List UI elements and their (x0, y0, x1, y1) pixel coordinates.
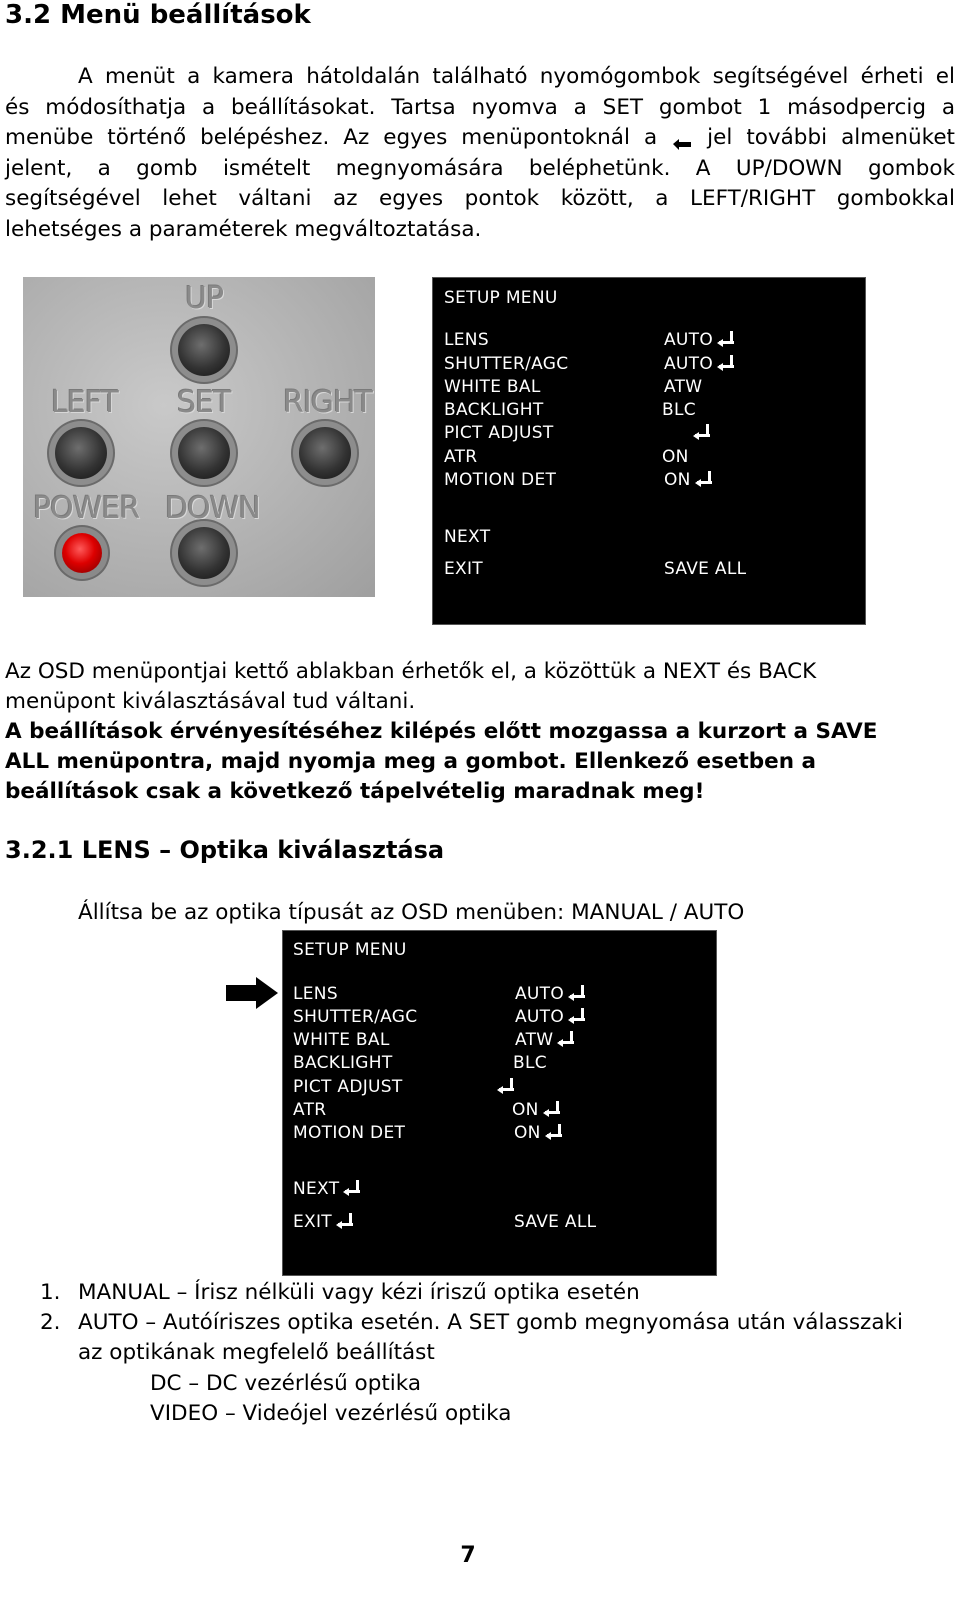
enter-icon (545, 1101, 561, 1115)
osd2-value-pictadjust (499, 1077, 515, 1097)
osd1-label-shutter: SHUTTER/AGC (444, 354, 569, 374)
osd1-value-pictadjust (689, 423, 711, 443)
enter-icon (719, 331, 735, 345)
intro-line-3a: menübe történő belépéshez. Az egyes menüpontoknál a (5, 125, 658, 150)
pointer-arrow-icon (224, 976, 280, 1010)
enter-icon (570, 1008, 586, 1022)
intro-line-3b: jel további almenüket (707, 125, 955, 150)
osd1-exit: EXIT (444, 559, 483, 579)
osd2-label-backlight: BACKLIGHT (293, 1053, 393, 1073)
intro-paragraph (5, 62, 955, 245)
osd1-value-backlight: BLC (662, 400, 696, 420)
right-button (299, 427, 351, 479)
lens-subheading: 3.2.1 LENS – Optika kiválasztása (5, 836, 445, 864)
down-button (178, 527, 230, 579)
osd-note-line-2: menüpont kiválasztásával tud váltani. (5, 689, 416, 714)
osd2-label-shutter: SHUTTER/AGC (293, 1007, 418, 1027)
up-button (178, 324, 230, 376)
osd2-value-whitebal: ATW (515, 1030, 575, 1050)
warning-line-3: beállítások csak a következő tápelvételig maradnak meg! (5, 779, 705, 804)
enter-icon (559, 1031, 575, 1045)
down-label: DOWN (165, 491, 260, 526)
list-number: 2. (40, 1310, 61, 1335)
osd2-label-whitebal: WHITE BAL (293, 1030, 390, 1050)
page-number: 7 (460, 1543, 476, 1568)
list-item-text-cont: az optikának megfelelő beállítást (78, 1340, 435, 1365)
osd-screen-1 (432, 277, 866, 625)
osd1-next: NEXT (444, 527, 491, 547)
intro-line-6: lehetséges a paraméterek megváltoztatása. (5, 216, 482, 242)
osd2-save-all: SAVE ALL (514, 1212, 597, 1232)
list-number: 1. (40, 1280, 61, 1305)
power-label: POWER (33, 491, 140, 526)
intro-line-4: jelent, a gomb ismételt megnyomására beléphetünk. A UP/DOWN gombok (5, 155, 955, 181)
intro-line-3 (5, 123, 955, 154)
osd2-exit: EXIT (293, 1212, 354, 1232)
enter-icon (547, 1124, 563, 1138)
osd-screen-2 (282, 930, 717, 1276)
right-label: RIGHT (283, 385, 372, 420)
sub-option-dc: DC – DC vezérlésű optika (150, 1371, 422, 1396)
osd2-value-backlight: BLC (513, 1053, 547, 1073)
osd1-label-lens: LENS (444, 330, 489, 350)
lens-intro: Állítsa be az optika típusát az OSD menüben: MANUAL / AUTO (78, 900, 745, 925)
left-label: LEFT (51, 385, 118, 420)
set-label: SET (177, 385, 231, 420)
enter-icon (338, 1213, 354, 1227)
osd1-label-whitebal: WHITE BAL (444, 377, 541, 397)
osd2-label-pictadjust: PICT ADJUST (293, 1077, 403, 1097)
section-heading: 3.2 Menü beállítások (5, 0, 311, 30)
osd1-label-motiondet: MOTION DET (444, 470, 557, 490)
osd-note-line-1: Az OSD menüpontjai kettő ablakban érhetők el, a közöttük a NEXT és BACK (5, 659, 817, 684)
osd1-label-atr: ATR (444, 447, 478, 467)
enter-icon (697, 471, 713, 485)
warning-line-2: ALL menüpontra, majd nyomja meg a gombot. Ellenkező esetben a (5, 749, 817, 774)
enter-icon (695, 424, 711, 438)
osd2-value-atr: ON (512, 1100, 561, 1120)
osd2-value-lens: AUTO (515, 984, 586, 1004)
list-item-text: MANUAL – Írisz nélküli vagy kézi íriszű optika esetén (78, 1280, 640, 1305)
list-item (40, 1308, 940, 1368)
button-panel-photo (23, 277, 375, 597)
enter-icon (719, 355, 735, 369)
osd1-value-shutter: AUTO (664, 354, 735, 374)
osd2-label-motiondet: MOTION DET (293, 1123, 406, 1143)
osd2-value-motiondet: ON (514, 1123, 563, 1143)
osd1-value-lens: AUTO (664, 330, 735, 350)
osd2-title: SETUP MENU (293, 940, 407, 960)
osd2-next: NEXT (293, 1179, 361, 1199)
osd1-value-whitebal: ATW (664, 377, 703, 397)
left-button (55, 427, 107, 479)
sub-option-video: VIDEO – Videójel vezérlésű optika (150, 1401, 512, 1426)
warning-line-1: A beállítások érvényesítéséhez kilépés előtt mozgassa a kurzort a SAVE (5, 719, 878, 744)
enter-icon (570, 985, 586, 999)
intro-line-2: és módosíthatja a beállításokat. Tartsa nyomva a SET gombot 1 másodpercig a (5, 94, 955, 120)
set-button (178, 427, 230, 479)
osd2-label-lens: LENS (293, 984, 338, 1004)
enter-icon (345, 1180, 361, 1194)
osd1-label-backlight: BACKLIGHT (444, 400, 544, 420)
list-item-text: AUTO – Autóíriszes optika esetén. A SET gomb megnyomása után válasszaki (78, 1310, 903, 1335)
intro-line-1: A menüt a kamera hátoldalán található nyomógombok segítségével érheti el (78, 64, 955, 89)
lens-options-list (40, 1278, 940, 1368)
osd1-title: SETUP MENU (444, 288, 558, 308)
osd-note-paragraph (5, 657, 955, 807)
osd1-value-motiondet: ON (664, 470, 713, 490)
intro-line-5: segítségével lehet váltani az egyes pontok között, a LEFT/RIGHT gombokkal (5, 186, 955, 211)
enter-icon (499, 1078, 515, 1092)
enter-symbol-icon (671, 131, 693, 145)
osd1-label-pictadjust: PICT ADJUST (444, 423, 554, 443)
up-label: UP (185, 281, 224, 316)
list-item (40, 1278, 940, 1308)
power-led (62, 533, 102, 573)
osd1-save-all: SAVE ALL (664, 559, 747, 579)
osd2-label-atr: ATR (293, 1100, 327, 1120)
osd1-value-atr: ON (662, 447, 689, 467)
osd2-value-shutter: AUTO (515, 1007, 586, 1027)
